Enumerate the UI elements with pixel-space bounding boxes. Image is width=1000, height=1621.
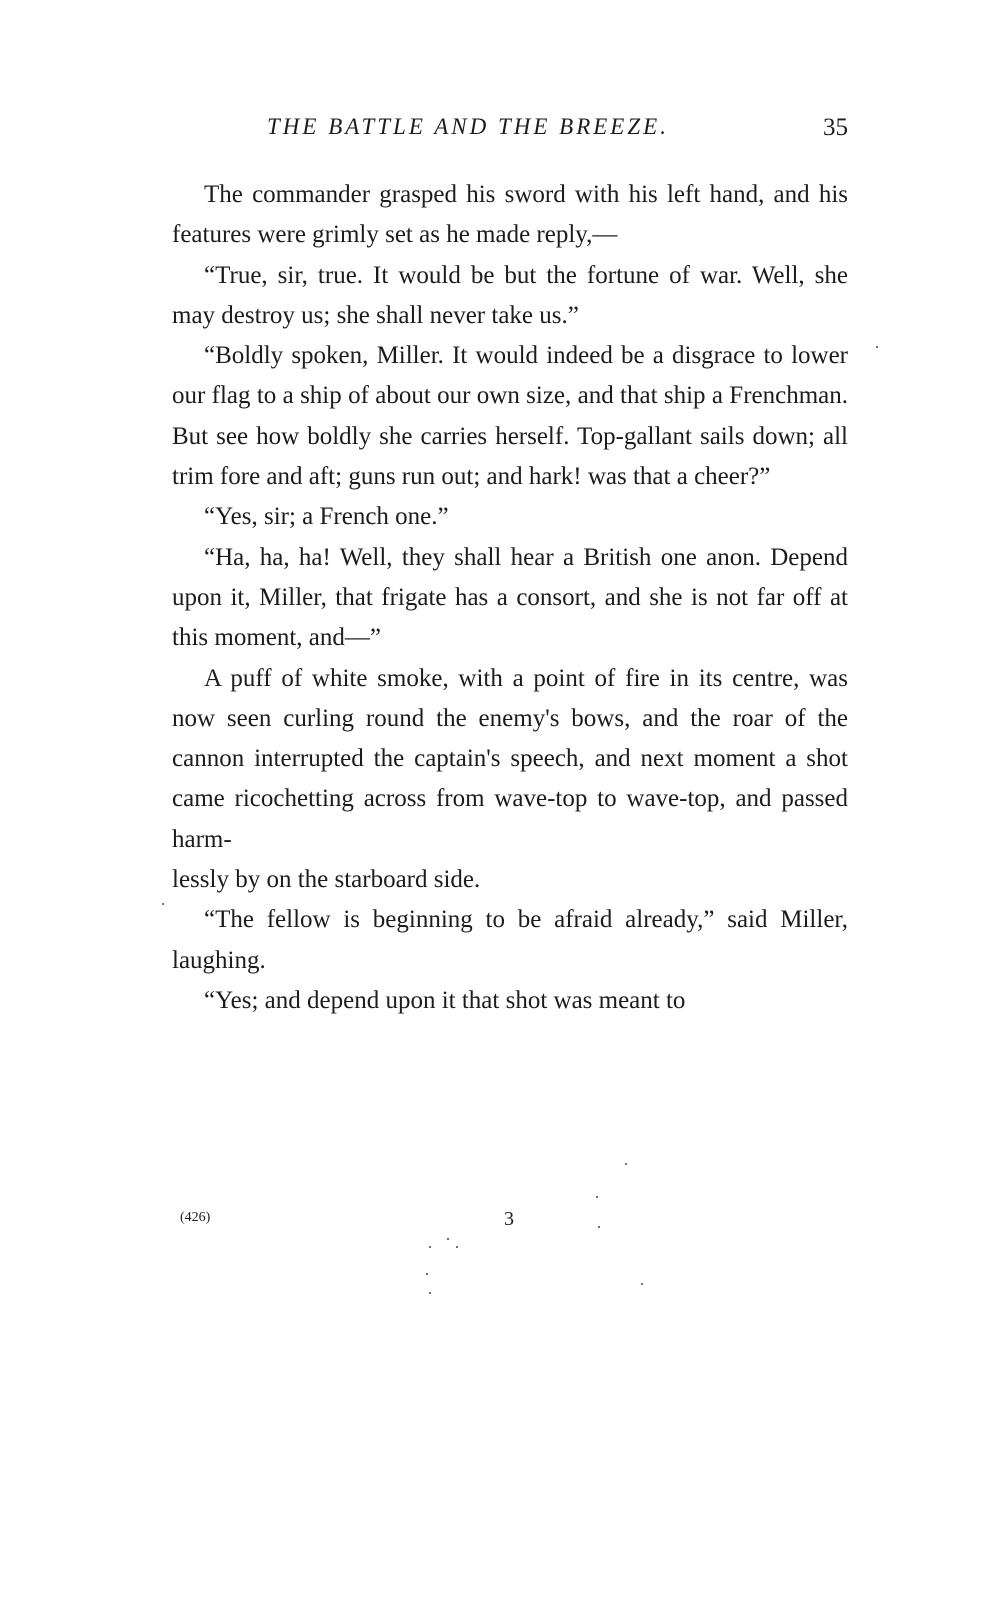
scan-speck xyxy=(598,1226,600,1228)
printer-job-number: (426) xyxy=(180,1210,211,1225)
page-number: 35 xyxy=(823,114,848,141)
body-text xyxy=(172,175,848,1021)
scan-speck xyxy=(456,1246,458,1248)
paragraph: “True, sir, true. It would be but the fortune of war. Well, she may destroy us; she shall never take us.” xyxy=(172,261,848,329)
scan-speck xyxy=(596,1196,598,1198)
scan-speck xyxy=(876,346,878,348)
scan-speck xyxy=(429,1292,431,1294)
scan-speck xyxy=(162,903,164,905)
paragraph: “Yes; and depend upon it that shot was meant to xyxy=(204,986,686,1014)
scan-speck xyxy=(429,1246,431,1248)
page-footer xyxy=(172,1208,848,1234)
paragraph: “The fellow is beginning to be afraid already,” said Miller, laughing. xyxy=(172,906,848,974)
scan-speck xyxy=(447,1238,449,1240)
running-title: THE BATTLE AND THE BREEZE. xyxy=(267,114,669,139)
scan-speck xyxy=(625,1163,627,1165)
signature-mark: 3 xyxy=(504,1208,514,1230)
scan-speck xyxy=(641,1283,643,1285)
paragraph: “Ha, ha, ha! Well, they shall hear a British one anon. Depend upon it, Miller, that frigate has a consort, and she is not far off at this moment, and—” xyxy=(172,543,848,652)
scan-speck xyxy=(426,1273,428,1275)
paragraph: A puff of white smoke, with a point of fire in its centre, was now seen curling round the enemy's bows, and the roar of the cannon interrupted the captain's speech, and next moment a shot came ricochetting across from wave-top to wave-top, and passed harm- lessly by on the starboard side. xyxy=(172,664,848,894)
paragraph: “Boldly spoken, Miller. It would indeed be a disgrace to lower our flag to a ship of about our own size, and that ship a Frenchman. But see how boldly she carries herself. Top-gallant sails down; all trim fore and aft; guns run out; and hark! was that a cheer?” xyxy=(172,342,848,491)
page-header xyxy=(172,114,848,150)
paragraph: “Yes, sir; a French one.” xyxy=(204,503,449,531)
paragraph: The commander grasped his sword with his left hand, and his features were grimly set as he made reply,— xyxy=(172,181,848,249)
